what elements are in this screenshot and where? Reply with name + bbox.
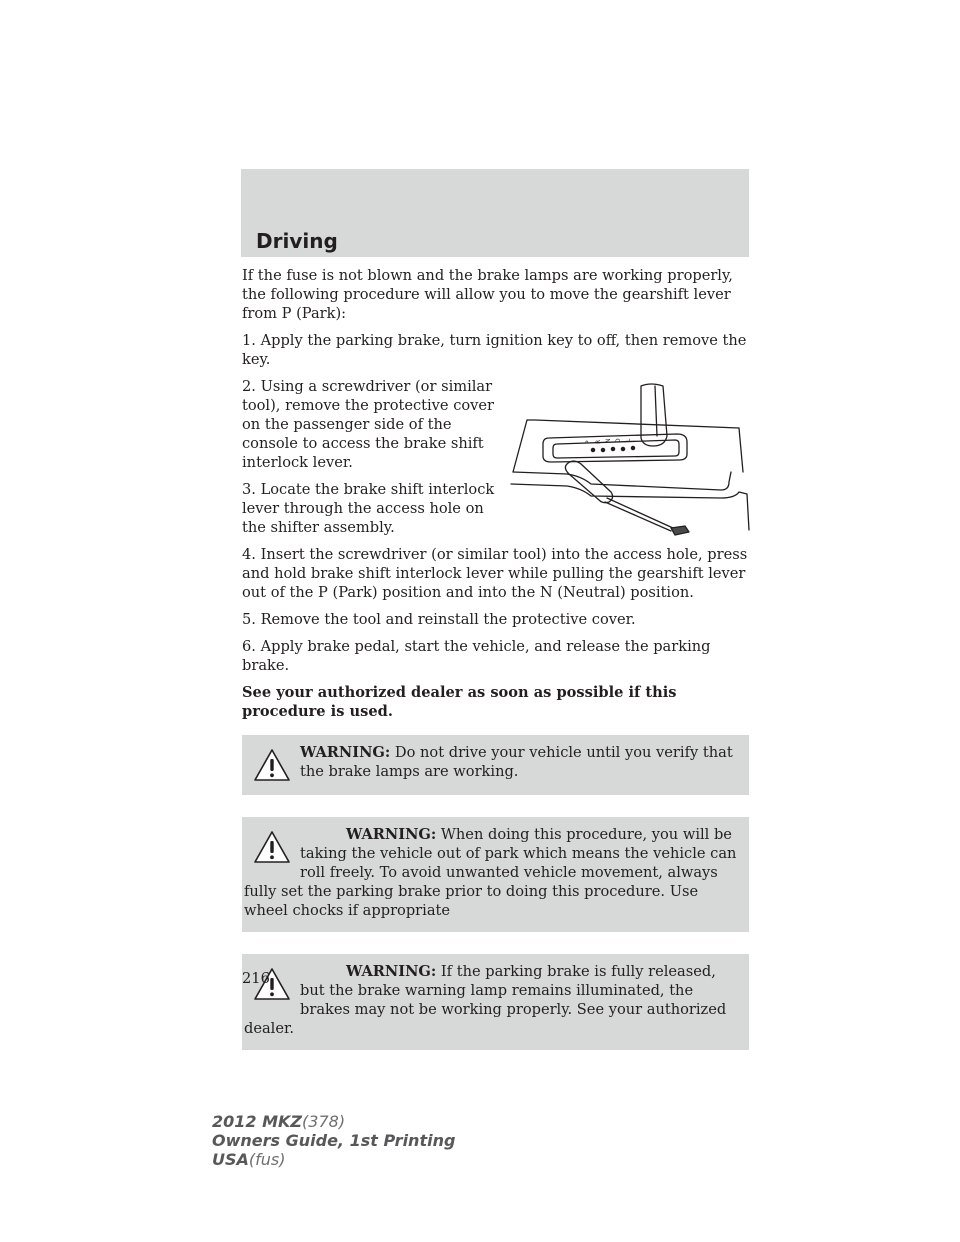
warning-label: WARNING: (346, 826, 437, 843)
gear-position-dots (591, 446, 634, 451)
gear-letter-r: R (595, 439, 602, 444)
warning-label: WARNING: (300, 744, 391, 761)
warning-triangle-icon (252, 747, 292, 783)
footer-model: 2012 MKZ (212, 1112, 303, 1131)
warning-text: If the parking brake is fully released, but the brake warning lamp remains illuminated, the brakes may not be working properly. See your authorized dealer. (244, 963, 727, 1037)
warning-triangle-icon (252, 829, 292, 865)
dealer-note: See your authorized dealer as soon as possible if this procedure is used. (242, 684, 677, 720)
warning-text: Do not drive your vehicle until you verify that the brake lamps are working. (300, 744, 733, 780)
footer-market-code: (fus) (248, 1150, 286, 1169)
gear-letter-p: P (585, 440, 592, 444)
warning-box-2 (242, 817, 749, 932)
step-2: 2. Using a screwdriver (or similar tool), remove the protective cover on the passenger side of the console to access the brake shift interlock lever. (242, 378, 495, 471)
step-6: 6. Apply brake pedal, start the vehicle, and release the parking brake. (242, 638, 711, 674)
step-4: 4. Insert the screwdriver (or similar tool) into the access hole, press and hold brake shift interlock lever while pulling the gearshift lever out of the P (Park) position and into the N (Neutral) position. (242, 546, 748, 601)
gear-letter-l: L (625, 438, 632, 442)
warning-box-3 (242, 954, 749, 1050)
page-number: 216 (242, 970, 270, 987)
gear-letter-d: D (615, 438, 622, 443)
footer-market: USA (212, 1150, 249, 1169)
step-1: 1. Apply the parking brake, turn ignition key to off, then remove the key. (242, 332, 747, 368)
step-5: 5. Remove the tool and reinstall the protective cover. (242, 611, 636, 628)
warning-label: WARNING: (346, 963, 437, 980)
section-title: Driving (256, 229, 338, 253)
footer-guide: Owners Guide, 1st Printing (212, 1131, 456, 1150)
warning-text: When doing this procedure, you will be taking the vehicle out of park which means the vehicle can roll freely. To avoid unwanted vehicle movement, always fully set the parking brake prior to doing this procedure. Use wheel chocks if appropriate (244, 826, 737, 919)
footer-model-code: (378) (302, 1112, 346, 1131)
section-header (241, 169, 749, 257)
page-content (242, 266, 749, 1072)
print-footer (212, 1112, 455, 1169)
gear-letter-n: N (605, 438, 612, 443)
warning-box-1 (242, 735, 749, 795)
step-3: 3. Locate the brake shift interlock lever through the access hole on the shifter assembly. (242, 481, 495, 536)
intro-paragraph: If the fuse is not blown and the brake lamps are working properly, the following procedure will allow you to move the gearshift lever from P (Park): (242, 267, 733, 322)
shifter-illustration (507, 380, 751, 539)
